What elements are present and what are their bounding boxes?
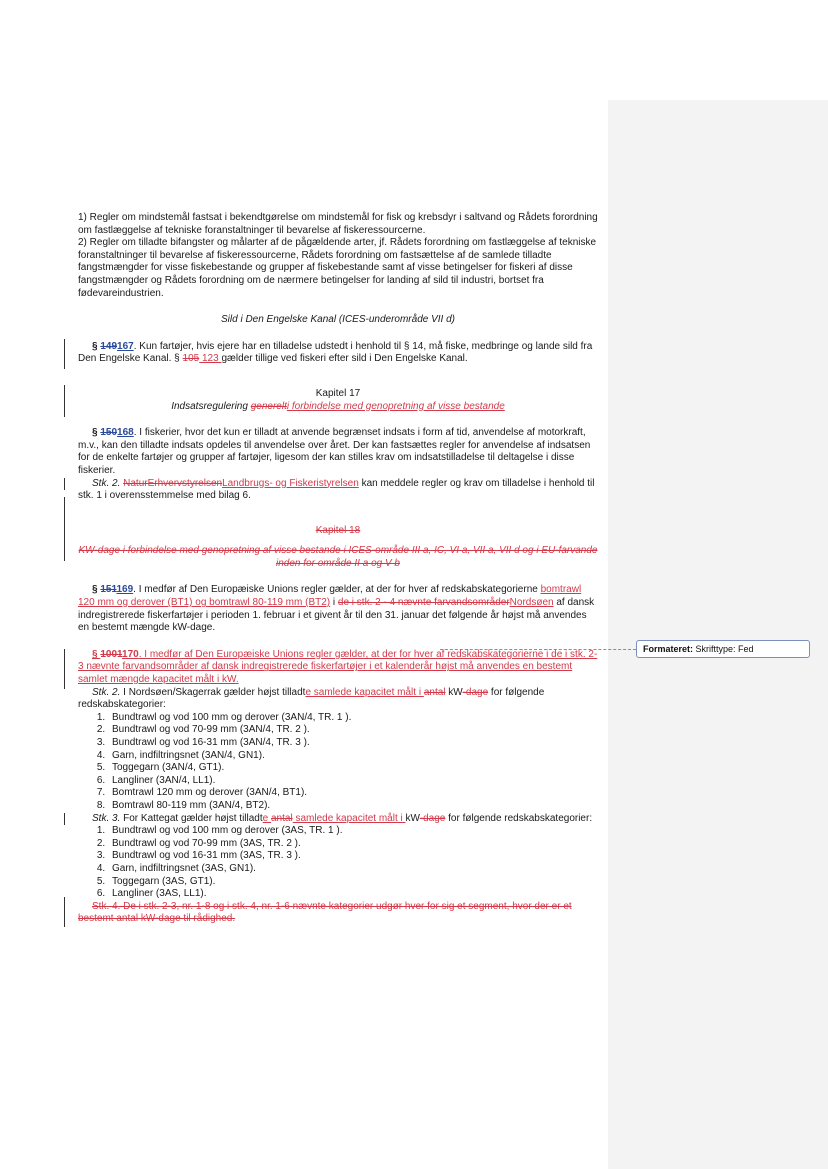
change-bar bbox=[64, 897, 65, 927]
list-item: 6. Langliner (3AN/4, LL1). bbox=[108, 775, 598, 788]
change-bar bbox=[64, 497, 65, 561]
section-number-deleted: 151 bbox=[100, 584, 117, 596]
gear-categories-inserted: bomtrawl 120 mm og derover (BT1) og bomtrawl 80-119 mm (BT2) bbox=[78, 584, 582, 609]
formatting-comment-balloon[interactable] bbox=[636, 640, 810, 658]
chapter-17-subtitle-deleted: generelt bbox=[250, 400, 287, 412]
change-bar bbox=[64, 478, 65, 490]
chapter-17-subtitle-inserted: i forbindelse med genopretning af visse bestande bbox=[286, 400, 505, 412]
note-2: 2) Regler om tilladte bifangster og målarter af de pågældende arter, jf. Rådets forordning om fastlæggelse af tekniske foranstaltninger til bevarelse af fiskeressourcerne, Rådets forordning om fastsættelse af de samlede tilladte fangstmængder for visse fiskebestande og grupper af fiskebestande samt af visse betingelser for fiskeri af disse fangstmængder og Rådets forordning om de nærmere betingelser for landing af sild til industri, bortset fra fødevareindustrien. bbox=[78, 237, 597, 299]
section-number-inserted: 167 bbox=[117, 340, 134, 352]
stk2-nordsoen-label: Stk. 2. bbox=[92, 686, 121, 698]
list-item: 2. Bundtrawl og vod 70-99 mm (3AS, TR. 2 ). bbox=[108, 838, 598, 851]
list-item: 6. Langliner (3AS, LL1). bbox=[108, 888, 598, 901]
chapter-18-deleted bbox=[78, 503, 598, 571]
stk2-nordsoen: Stk. 2. I Nordsøen/Skagerrak gælder højst tilladte samlede kapacitet målt i antal kW-dage for følgende redskabskategorier: 1. Bundtrawl og vod 100 mm og derover (3AN/4, TR. 1 ). 2. Bundtrawl og vod 70-99 mm (3AN/4, TR. 2 ). 3. Bundtrawl og vod 16-31 mm (3AN/4, TR. 3 ). 4. Garn, indfiltringsnet (3AN/4, GN1). 5. Toggegarn (3AN/4, GT1). 6. Langliner (3AN/4, LL1). 7. Bomtrawl 120 mm og derover (3AN/4, BT1). 8. Bomtrawl 80-119 mm (3AN/4, BT2). bbox=[78, 687, 598, 813]
section-170 bbox=[78, 649, 598, 687]
list-item: 1. Bundtrawl og vod 100 mm og derover (3AN/4, TR. 1 ). bbox=[108, 712, 598, 725]
section-170-text-inserted: . I medfør af Den Europæiske Unions regler gælder, at der for hver af redskabskategorierne i de i stk. 2-3 nævnte farvandsområder af dansk indregistrerede fiskerfartøjer i et kalenderår højst må anvendes en bestemt samlet mængde kapacitet målt i kW. bbox=[78, 648, 598, 686]
comment-text: Skrifttype: Fed bbox=[693, 644, 754, 654]
section-169: § 151169. I medfør af Den Europæiske Unions regler gælder, at der for hver af redskabskategorierne bomtrawl 120 mm og derover (BT1) og bomtrawl 80-119 mm (BT2) i de i stk. 2 - 4 nævnte farvandsområderNordsøen af dansk indregistrerede fiskerfartøjer i perioden 1. februar i et givent år til den 31. januar det følgende år højst må anvendes en bestemt mængde kW-dage. bbox=[78, 584, 595, 634]
list-item: 1. Bundtrawl og vod 100 mm og derover (3AS, TR. 1 ). bbox=[108, 825, 598, 838]
agency-inserted: Landbrugs- og Fiskeristyrelsen bbox=[222, 477, 359, 489]
change-bar bbox=[64, 385, 65, 417]
chapter-17-title: Kapitel 17 bbox=[315, 387, 361, 399]
list-item: 7. Bomtrawl 120 mm og derover (3AN/4, BT1). bbox=[108, 787, 598, 800]
list-item: 4. Garn, indfiltringsnet (3AN/4, GN1). bbox=[108, 750, 598, 763]
list-item: 5. Toggegarn (3AS, GT1). bbox=[108, 876, 598, 889]
ref-deleted: 105 bbox=[182, 353, 200, 365]
stk4-text-deleted: Stk. 4. De i stk. 2-3, nr. 1-8 og i stk. 4, nr. 1-6 nævnte kategorier udgør hver for sig et segment, hvor der er et bestemt antal kW-dage til rådighed. bbox=[78, 900, 572, 925]
stk2-label: Stk. 2. bbox=[92, 477, 121, 489]
change-bar bbox=[64, 339, 65, 369]
document-body bbox=[78, 212, 598, 926]
list-item: 8. Bomtrawl 80-119 mm (3AN/4, BT2). bbox=[108, 800, 598, 813]
stk4-deleted bbox=[78, 901, 598, 926]
list-item: 3. Bundtrawl og vod 16-31 mm (3AN/4, TR. 3 ). bbox=[108, 737, 598, 750]
change-bar bbox=[64, 649, 65, 689]
section-168: § 150168. I fiskerier, hvor det kun er tilladt at anvende begrænset indsats i form af tid, anvendelse af motorkraft, m.v., kan den tilladte indsats opdeles til anvendelse over året. Der kan fastsættes regler for anvendelse af indsatsen for de enkelte fartøjer og grupper af fartøjer, ligesom der kan stilles krav om indsatstilladelse til deltagelse i disse fiskerier. bbox=[78, 427, 591, 476]
comment-label: Formateret: bbox=[643, 644, 694, 654]
section-169-text-end: af dansk indregistrerede fiskerfartøjer i perioden 1. februar i et givent år til den 31. januar det følgende år højst må anvendes en bestemt mængde kW-dage. bbox=[78, 597, 595, 634]
section-167-text-end: gælder tillige ved fiskeri efter sild i Den Engelske Kanal. bbox=[221, 353, 468, 365]
section-167-text: . Kun fartøjer, hvis ejere har en tilladelse udstedt i henhold til § 14, må fiske, medbringe og lande sild fra Den Engelske Kanal. § bbox=[78, 340, 593, 365]
nordsoen-gear-list bbox=[78, 712, 598, 813]
list-item: 5. Toggegarn (3AN/4, GT1). bbox=[108, 762, 598, 775]
ref-inserted: 123 bbox=[199, 353, 222, 365]
section-number-deleted: 150 bbox=[100, 427, 118, 439]
section-167: § 149167. Kun fartøjer, hvis ejere har en tilladelse udstedt i henhold til § 14, må fiske, medbringe og lande sild fra Den Engelske Kanal. § 105 123 gælder tillige ved fiskeri efter sild i Den Engelske Kanal. bbox=[78, 341, 598, 366]
stk3-kattegat-label: Stk. 3. bbox=[92, 812, 121, 824]
stk2-text: kan meddele regler og krav om tilladelse i henhold til stk. 1 i overensstemmelse med bilag 6. bbox=[78, 477, 595, 502]
note-1: 1) Regler om mindstemål fastsat i bekendtgørelse om mindstemål for fisk og krebsdyr i saltvand og Rådets forordning om fastlæggelse af tekniske foranstaltninger til bevarelse af fiskeressourcerne. bbox=[78, 212, 598, 236]
agency-deleted: NaturErhvervstyrelsen bbox=[123, 477, 223, 489]
sild-heading: Sild i Den Engelske Kanal (ICES-underområde VII d) bbox=[220, 314, 455, 326]
section-number-deleted: 149 bbox=[100, 340, 118, 352]
section-170-number-deleted: 1001 bbox=[100, 648, 123, 660]
chapter-17-subtitle bbox=[78, 401, 598, 414]
stk3-kattegat: Stk. 3. For Kattegat gælder højst tilladte antal samlede kapacitet målt i kW-dage for følgende redskabskategorier: 1. Bundtrawl og vod 100 mm og derover (3AS, TR. 1 ). 2. Bundtrawl og vod 70-99 mm (3AS, TR. 2 ). 3. Bundtrawl og vod 16-31 mm (3AS, TR. 3 ). 4. Garn, indfiltringsnet (3AS, GN1). 5. Toggegarn (3AS, GT1). 6. Langliner (3AS, LL1). bbox=[78, 813, 598, 901]
section-number-inserted: 169 bbox=[116, 584, 134, 596]
section-170-number-inserted: 170 bbox=[122, 648, 139, 660]
section-number-inserted: 168 bbox=[117, 427, 134, 439]
areas-deleted: de i stk. 2 - 4 nævnte farvandsområder bbox=[337, 597, 510, 609]
kattegat-gear-list bbox=[78, 825, 598, 901]
comment-margin-pane bbox=[608, 100, 828, 1169]
section-169-text: . I medfør af Den Europæiske Unions regler gælder, at der for hver af redskabskategorierne bbox=[133, 584, 541, 596]
section-170-prefix: § bbox=[92, 648, 101, 660]
area-inserted: Nordsøen bbox=[509, 597, 554, 609]
chapter-18-title: Kapitel 18 bbox=[315, 524, 361, 536]
section-168-stk2 bbox=[78, 478, 598, 503]
chapter-17-subtitle-kept: Indsatsregulering bbox=[171, 400, 251, 412]
change-bar bbox=[64, 813, 65, 825]
chapter-18-subtitle: KW-dage i forbindelse med genopretning af visse bestande i ICES-område III a, IC, VI a, VII a, VII d og i EU-farvande inden for område II a og V b bbox=[78, 545, 598, 569]
section-168-text: . I fiskerier, hvor det kun er tilladt at anvende begrænset indsats i form af tid, anvendelse af motorkraft, m.v., kan den tilladte indsats opdeles til anvendelse over året. Der kan fastsættes regler for anvendelse af indsatsen for de enkelte fartøjer og grupper af fartøjer, ligesom der kan stilles krav om indsatstilladelse til deltagelse i disse fiskerier. bbox=[78, 427, 591, 476]
list-item: 3. Bundtrawl og vod 16-31 mm (3AS, TR. 3 ). bbox=[108, 850, 598, 863]
list-item: 2. Bundtrawl og vod 70-99 mm (3AN/4, TR. 2 ). bbox=[108, 724, 598, 737]
list-item: 4. Garn, indfiltringsnet (3AS, GN1). bbox=[108, 863, 598, 876]
